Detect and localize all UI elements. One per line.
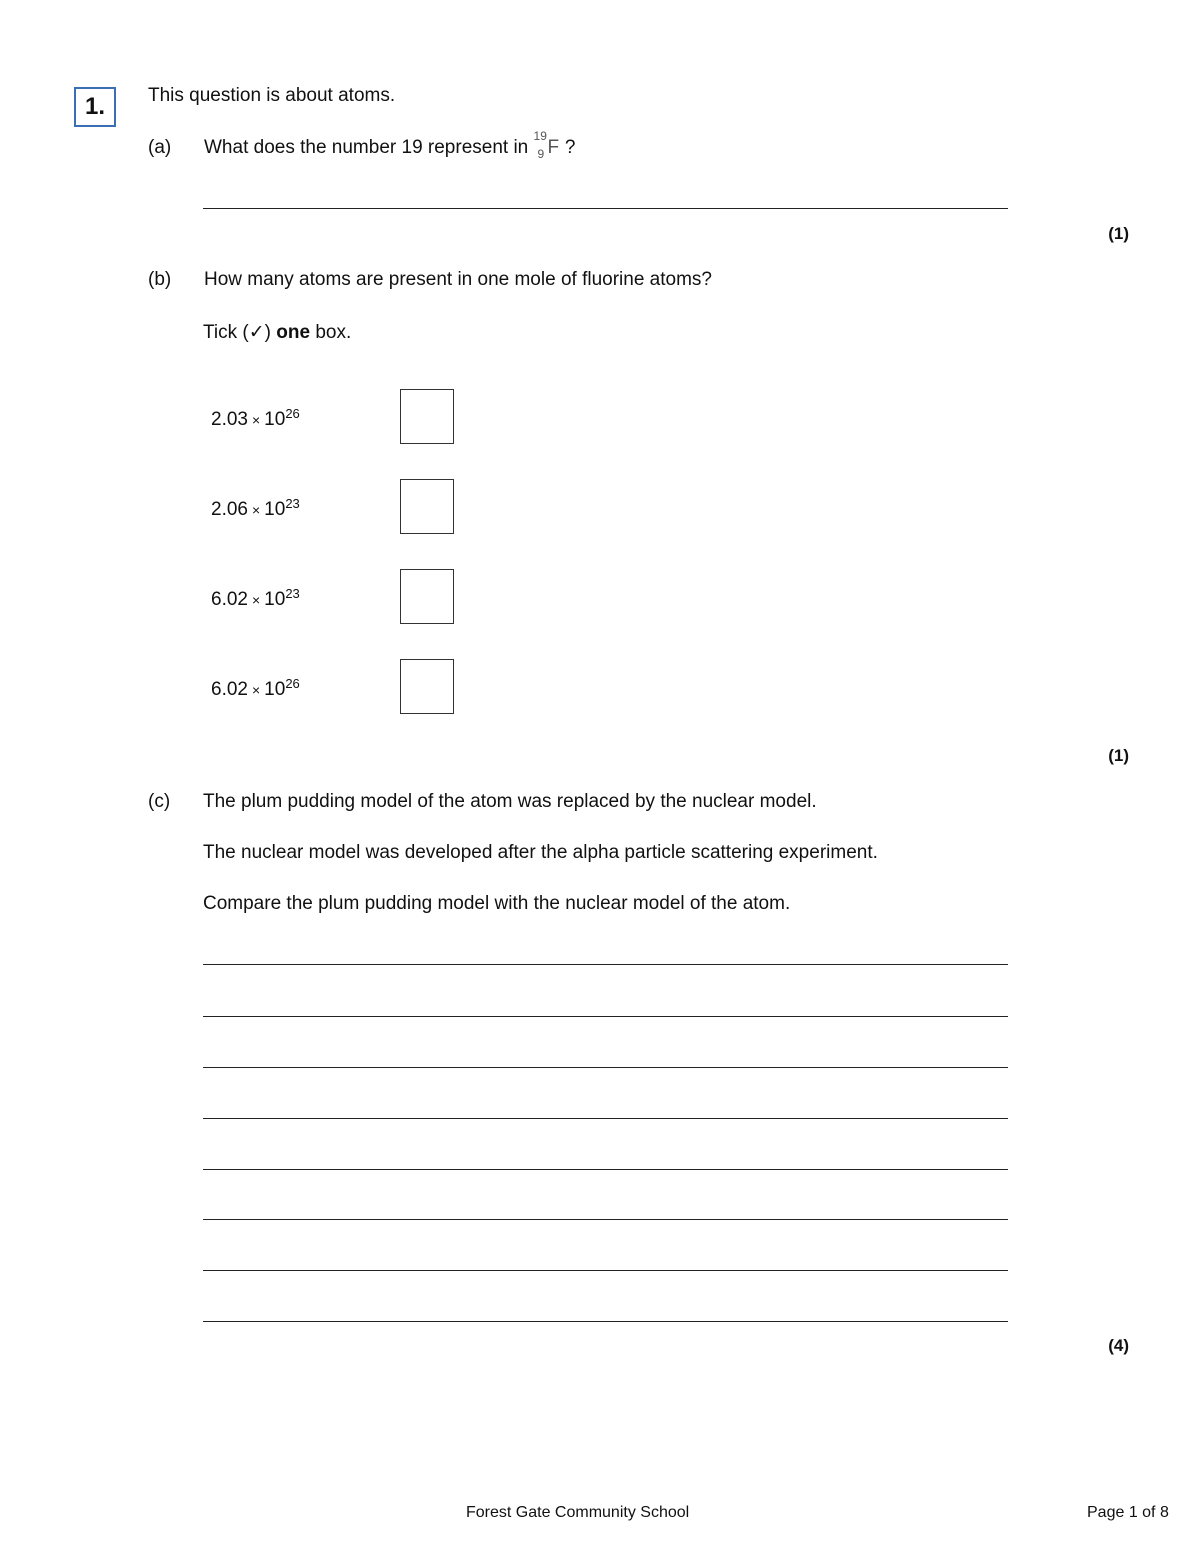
part-a-question [204, 129, 576, 161]
tick-box-3[interactable] [400, 569, 454, 624]
times-sign: × [251, 592, 261, 608]
answer-line-c[interactable] [203, 1067, 1008, 1068]
option-mantissa: 6.02 [211, 589, 248, 610]
option-base: 10 [264, 499, 286, 520]
answer-line-c[interactable] [203, 1219, 1008, 1220]
nuclide-atomic-number: 9 [537, 147, 545, 161]
answer-line-c[interactable] [203, 1016, 1008, 1017]
option-4 [211, 676, 300, 701]
instruction-suffix: box. [315, 322, 352, 343]
part-c-label: (c) [148, 791, 171, 812]
question-number: 1. [74, 87, 116, 127]
option-mantissa: 2.03 [211, 409, 248, 430]
part-a-text: What does the number 19 represent in [204, 137, 529, 158]
answer-line-c[interactable] [203, 964, 1008, 965]
tick-box-4[interactable] [400, 659, 454, 714]
answer-line-c[interactable] [203, 1270, 1008, 1271]
part-a-label: (a) [148, 137, 172, 158]
option-base: 10 [264, 679, 286, 700]
option-exponent: 26 [285, 676, 300, 691]
option-exponent: 23 [285, 496, 300, 511]
times-sign: × [251, 502, 261, 518]
option-3 [211, 586, 300, 611]
option-base: 10 [264, 409, 286, 430]
instruction-bold: one [276, 322, 311, 343]
tick-box-1[interactable] [400, 389, 454, 444]
part-c-line-2: The nuclear model was developed after the alpha particle scattering experiment. [203, 842, 878, 863]
part-b-label: (b) [148, 269, 172, 290]
part-c-marks: (4) [1108, 1336, 1129, 1355]
times-sign: × [251, 412, 261, 428]
option-exponent: 26 [285, 406, 300, 421]
option-1 [211, 406, 300, 431]
option-mantissa: 2.06 [211, 499, 248, 520]
answer-line-c[interactable] [203, 1169, 1008, 1170]
part-b-question: How many atoms are present in one mole of fluorine atoms? [204, 269, 712, 290]
part-b-instruction [203, 322, 351, 344]
footer-school: Forest Gate Community School [466, 1504, 690, 1521]
part-c-line-3: Compare the plum pudding model with the nuclear model of the atom. [203, 893, 791, 914]
tick-box-2[interactable] [400, 479, 454, 534]
option-base: 10 [264, 589, 286, 610]
option-2 [211, 496, 300, 521]
part-b-marks: (1) [1108, 746, 1129, 765]
answer-line-c[interactable] [203, 1118, 1008, 1119]
part-c-line-1: The plum pudding model of the atom was replaced by the nuclear model. [203, 791, 817, 812]
answer-line-c[interactable] [203, 1321, 1008, 1322]
option-mantissa: 6.02 [211, 679, 248, 700]
nuclide-mass-number: 19 [533, 129, 547, 143]
question-intro: This question is about atoms. [148, 85, 396, 106]
footer-page-number: Page 1 of 8 [1087, 1504, 1169, 1521]
answer-line-a[interactable] [203, 208, 1008, 209]
fluorine-nuclide-notation [533, 129, 560, 161]
nuclide-symbol: F [547, 137, 560, 158]
option-exponent: 23 [285, 586, 300, 601]
times-sign: × [251, 682, 261, 698]
part-a-question-mark: ? [564, 137, 576, 158]
instruction-prefix: Tick (✓) [203, 322, 271, 343]
part-a-marks: (1) [1108, 224, 1129, 243]
